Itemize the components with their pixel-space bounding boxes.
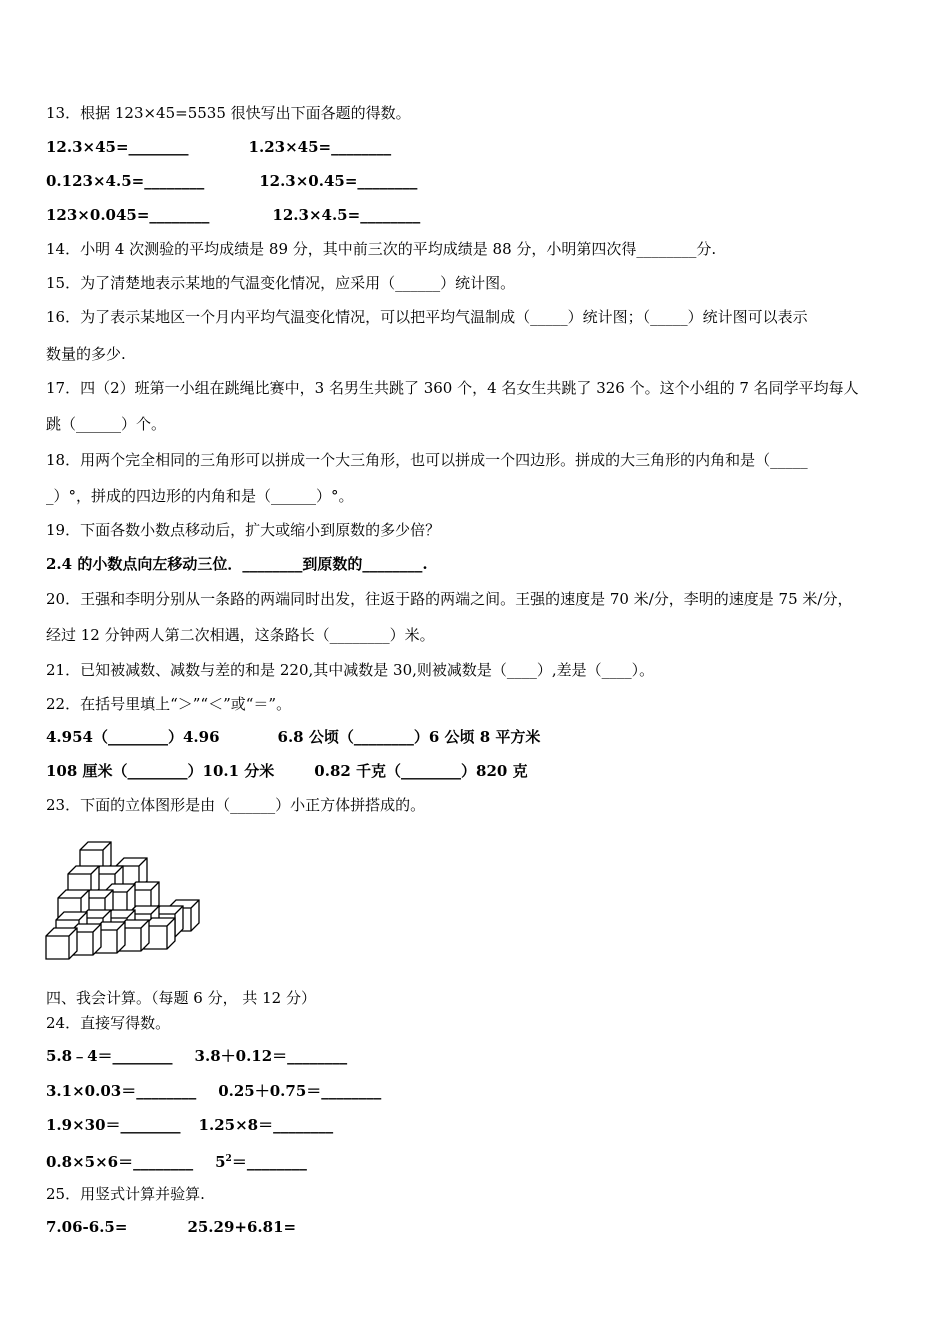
question-14: 14．小明 4 次测验的平均成绩是 89 分，其中前三次的平均成绩是 88 分，小明第四次得________分. bbox=[46, 240, 717, 258]
question-19-item: 2.4 的小数点向左移动三位．________到原数的________. bbox=[46, 555, 428, 573]
q24-item: 3.8＋0.12＝________ bbox=[194, 1047, 348, 1065]
q24-row3 bbox=[46, 1115, 333, 1135]
q24-item: 1.9×30＝________ bbox=[46, 1116, 181, 1134]
question-25: 25．用竖式计算并验算. bbox=[46, 1185, 205, 1203]
q13-item: 1.23×45=________ bbox=[248, 138, 392, 156]
question-23: 23．下面的立体图形是由（______）小正方体拼搭成的。 bbox=[46, 796, 426, 814]
question-18: 18．用两个完全相同的三角形可以拼成一个大三角形，也可以拼成一个四边形。拼成的大三角形的内角和是（_____ bbox=[46, 451, 808, 469]
q24-row1 bbox=[46, 1046, 347, 1066]
q24-row2 bbox=[46, 1081, 381, 1101]
question-15: 15．为了清楚地表示某地的气温变化情况，应采用（______）统计图。 bbox=[46, 274, 516, 292]
q24-item: 0.25＋0.75＝________ bbox=[218, 1082, 382, 1100]
cube-stack-figure bbox=[40, 834, 210, 964]
question-16: 16．为了表示某地区一个月内平均气温变化情况，可以把平均气温制成（_____）统计图；（_____）统计图可以表示 bbox=[46, 308, 808, 326]
q25-row1 bbox=[46, 1217, 296, 1237]
question-17-cont: 跳（______）个。 bbox=[46, 415, 167, 433]
question-20-cont: 经过 12 分钟两人第二次相遇，这条路长（________）米。 bbox=[46, 626, 435, 644]
question-24: 24．直接写得数。 bbox=[46, 1014, 171, 1032]
question-13: 13．根据 123×45=5535 很快写出下面各题的得数。 bbox=[46, 104, 411, 122]
section-4-heading: 四、我会计算。（每题 6 分， 共 12 分） bbox=[46, 989, 316, 1007]
question-16-cont: 数量的多少. bbox=[46, 345, 126, 363]
question-17: 17．四（2）班第一小组在跳绳比赛中，3 名男生共跳了 360 个，4 名女生共跳了 326 个。这个小组的 7 名同学平均每人 bbox=[46, 379, 859, 397]
q13-row2 bbox=[46, 171, 417, 191]
q22-item: 0.82 千克（________）820 克 bbox=[314, 762, 528, 780]
q13-item: 12.3×0.45=________ bbox=[259, 172, 418, 190]
q25-item: 25.29+6.81= bbox=[187, 1218, 297, 1236]
cube bbox=[46, 928, 77, 959]
q13-item: 12.3×4.5=________ bbox=[272, 206, 421, 224]
q24-item: 3.1×0.03＝________ bbox=[46, 1082, 197, 1100]
question-22: 22．在括号里填上“＞”“＜”或“＝”。 bbox=[46, 695, 292, 713]
q22-item: 6.8 公顷（________）6 公顷 8 平方米 bbox=[277, 728, 541, 746]
q24-item: 5.8﹣4＝________ bbox=[46, 1047, 173, 1065]
question-21: 21．已知被减数、减数与差的和是 220,其中减数是 30,则被减数是（____）,差是（____）。 bbox=[46, 661, 655, 679]
q22-item: 4.954（________）4.96 bbox=[46, 728, 220, 746]
question-20: 20．王强和李明分别从一条路的两端同时出发，往返于路的两端之间。王强的速度是 70 米/分，李明的速度是 75 米/分， bbox=[46, 590, 853, 608]
q24-item: 0.8×5×6＝________ bbox=[46, 1153, 194, 1171]
q22-item: 108 厘米（________）10.1 分米 bbox=[46, 762, 275, 780]
q24-row4 bbox=[46, 1149, 307, 1172]
q24-item-power: $5^2=\_\_\_\_\_\_\_\_$ bbox=[215, 1153, 307, 1171]
q13-item: 12.3×45=________ bbox=[46, 138, 189, 156]
q22-row1 bbox=[46, 727, 540, 747]
q22-row2 bbox=[46, 761, 528, 781]
q25-item: 7.06-6.5= bbox=[46, 1218, 128, 1236]
question-19: 19．下面各数小数点移动后，扩大或缩小到原数的多少倍？ bbox=[46, 521, 441, 539]
q13-item: 0.123×4.5=________ bbox=[46, 172, 205, 190]
question-18-cont: _）°，拼成的四边形的内角和是（______）°。 bbox=[46, 487, 354, 505]
q24-item: 1.25×8＝________ bbox=[198, 1116, 334, 1134]
q13-row3 bbox=[46, 205, 420, 225]
q13-item: 123×0.045=________ bbox=[46, 206, 210, 224]
q13-row1 bbox=[46, 137, 391, 157]
